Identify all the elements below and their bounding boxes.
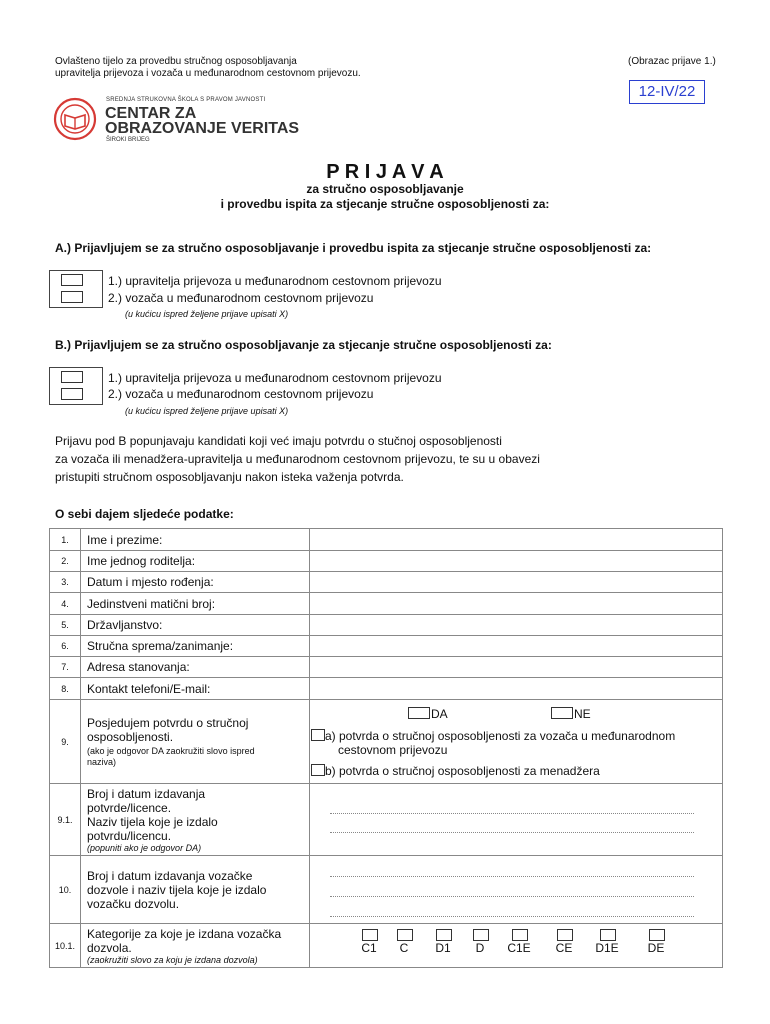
parent-name-field[interactable] (310, 551, 723, 572)
dotted-line (330, 813, 694, 814)
citizenship-field[interactable] (310, 615, 723, 636)
section-a-option-2: 2.) vozača u međunarodnom cestovnom prijevozu (108, 291, 374, 305)
table-row (50, 856, 723, 924)
row-label: Datum i mjesto rođenja: (81, 572, 310, 593)
row-label: Ime jednog roditelja: (81, 551, 310, 572)
row-91-label-1: Broj i datum izdavanja (87, 786, 206, 801)
category-label-d1: D1 (435, 941, 451, 955)
table-row (50, 615, 723, 636)
authority-line-1: Ovlašteno tijelo za provedbu stručnog osposobljavanja (55, 56, 297, 67)
option-b-checkbox[interactable] (311, 764, 325, 776)
category-checkbox-d1[interactable] (436, 929, 452, 941)
row-label: Državljanstvo: (81, 615, 310, 636)
row-label: Ime i prezime: (81, 529, 310, 551)
da-label: DA (431, 707, 448, 721)
row-10-label-3: vozačku dozvolu. (87, 896, 180, 911)
row-10-label-2: dozvole i naziv tijela koje je izdalo (87, 882, 267, 897)
section-b-note: (u kućicu ispred željene prijave upisati X) (125, 406, 289, 416)
logo-emblem-icon (53, 97, 97, 141)
section-a-option-1: 1.) upravitelja prijevoza u međunarodnom cestovnom prijevozu (108, 274, 442, 288)
form-reference: (Obrazac prijave 1.) (628, 56, 716, 67)
section-a-checkbox-2[interactable] (61, 291, 83, 303)
page-title: P R I J A V A (326, 161, 444, 183)
table-row (50, 551, 723, 572)
row-number: 4. (50, 593, 81, 615)
ne-checkbox[interactable] (551, 707, 573, 719)
row-9-label-1: Posjedujem potvrdu o stručnoj (87, 715, 249, 730)
info-paragraph-line-3: pristupiti stručnom osposobljavanju nakon isteka važenja potvrda. (55, 470, 404, 484)
dotted-line (330, 916, 694, 917)
row-91-note: (popuniti ako je odgovor DA) (87, 842, 202, 853)
row-number: 8. (50, 678, 81, 700)
section-b-heading: B.) Prijavljujem se za stručno osposobljavanje za stjecanje stručne osposobljenosti za: (55, 338, 552, 352)
row-91-label-3: Naziv tijela koje je izdalo (87, 814, 218, 829)
section-a-heading: A.) Prijavljujem se za stručno osposobljavanje i provedbu ispita za stjecanje stručne osposobljenosti za: (55, 241, 652, 255)
license-info-field[interactable] (310, 784, 723, 856)
category-checkbox-c1e[interactable] (512, 929, 528, 941)
logo-name-2: OBRAZOVANJE VERITAS (105, 120, 300, 137)
category-checkbox-c[interactable] (397, 929, 413, 941)
category-label-d1e: D1E (595, 941, 619, 955)
row-label: Stručna sprema/zanimanje: (81, 636, 310, 657)
row-number: 6. (50, 636, 81, 657)
info-paragraph-line-1: Prijavu pod B popunjavaju kandidati koji već imaju potvrdu o stučnoj osposobljenosti (55, 434, 502, 448)
dotted-line (330, 876, 694, 877)
da-checkbox[interactable] (408, 707, 430, 719)
category-checkbox-d1e[interactable] (600, 929, 616, 941)
row-91-label-4: potvrdu/licencu. (87, 828, 172, 843)
category-label-c: C (399, 941, 409, 955)
row-label: Jedinstveni matični broj: (81, 593, 310, 615)
row-10-label-cell (81, 856, 310, 924)
logo-city: ŠIROKI BRIJEG (106, 137, 150, 143)
row-101-label-1: Kategorije za koje je izdana vozačka (87, 926, 282, 941)
logo-name-1: CENTAR ZA (105, 105, 197, 122)
table-row (50, 529, 723, 551)
form-code: 12-IV/22 (629, 80, 705, 104)
row-number: 9. (50, 700, 81, 784)
section-b-checkbox-1[interactable] (61, 371, 83, 383)
address-field[interactable] (310, 657, 723, 678)
qualification-field[interactable] (310, 636, 723, 657)
section-b-checkbox-2[interactable] (61, 388, 83, 400)
row-9-note-2: naziva) (87, 756, 117, 767)
option-a-label-2: cestovnom prijevozu (338, 743, 448, 757)
table-row (50, 784, 723, 856)
row-101-label-cell (81, 924, 310, 968)
info-paragraph-line-2: za vozača ili menadžera-upravitelja u međunarodnom cestovnom prijevozu, te su u obavezi (55, 452, 540, 466)
row-9-note-1: (ako je odgovor DA zaokružiti slovo ispred (87, 745, 255, 756)
row-number: 10. (50, 856, 81, 924)
id-number-field[interactable] (310, 593, 723, 615)
data-heading: O sebi dajem sljedeće podatke: (55, 507, 234, 521)
section-b-option-1: 1.) upravitelja prijevoza u međunarodnom cestovnom prijevozu (108, 371, 442, 385)
subtitle-2: i provedbu ispita za stjecanje stručne osposobljenosti za: (220, 197, 550, 211)
row-number: 2. (50, 551, 81, 572)
category-label-d: D (475, 941, 485, 955)
row-number: 3. (50, 572, 81, 593)
category-label-c1: C1 (361, 941, 377, 955)
table-row (50, 572, 723, 593)
row-number: 7. (50, 657, 81, 678)
name-field[interactable] (310, 529, 723, 551)
driver-license-field[interactable] (310, 856, 723, 924)
table-row (50, 636, 723, 657)
section-a-checkbox-1[interactable] (61, 274, 83, 286)
birth-date-place-field[interactable] (310, 572, 723, 593)
logo-school: SREDNJA STRUKOVNA ŠKOLA S PRAVOM JAVNOSTI (106, 97, 266, 103)
row-91-label-2: potvrde/licence. (87, 800, 172, 815)
row-91-label-cell (81, 784, 310, 856)
category-label-c1e: C1E (507, 941, 531, 955)
category-checkbox-de[interactable] (649, 929, 665, 941)
row-9-label-cell (81, 700, 310, 784)
dotted-line (330, 896, 694, 897)
category-label-de: DE (647, 941, 665, 955)
row-number: 10.1. (50, 924, 81, 968)
table-row (50, 657, 723, 678)
row-101-label-2: dozvola. (87, 940, 132, 955)
section-a-note: (u kućicu ispred željene prijave upisati X) (125, 309, 289, 319)
table-row (50, 678, 723, 700)
contact-field[interactable] (310, 678, 723, 700)
row-number: 5. (50, 615, 81, 636)
row-101-note: (zaokružiti slovo za koju je izdana dozvola) (87, 954, 258, 965)
row-label: Kontakt telefoni/E-mail: (81, 678, 310, 700)
option-b-label: b) potvrda o stručnoj osposobljenosti za menadžera (325, 764, 600, 778)
row-label: Adresa stanovanja: (81, 657, 310, 678)
category-checkbox-ce[interactable] (557, 929, 573, 941)
ne-label: NE (574, 707, 591, 721)
category-checkbox-c1[interactable] (362, 929, 378, 941)
authority-line-2: upravitelja prijevoza i vozača u međunarodnom cestovnom prijevozu. (55, 68, 361, 79)
row-number: 1. (50, 529, 81, 551)
option-a-label-1: a) potvrda o stručnoj osposobljenosti za vozača u međunarodnom (325, 729, 676, 743)
category-checkbox-d[interactable] (473, 929, 489, 941)
row-number: 9.1. (50, 784, 81, 856)
option-a-checkbox[interactable] (311, 729, 325, 741)
table-row (50, 593, 723, 615)
section-b-option-2: 2.) vozača u međunarodnom cestovnom prijevozu (108, 387, 374, 401)
row-10-label-1: Broj i datum izdavanja vozačke (87, 868, 253, 883)
subtitle-1: za stručno osposobljavanje (306, 182, 464, 196)
category-label-ce: CE (555, 941, 573, 955)
row-9-label-2: osposobljenosti. (87, 729, 174, 744)
dotted-line (330, 832, 694, 833)
